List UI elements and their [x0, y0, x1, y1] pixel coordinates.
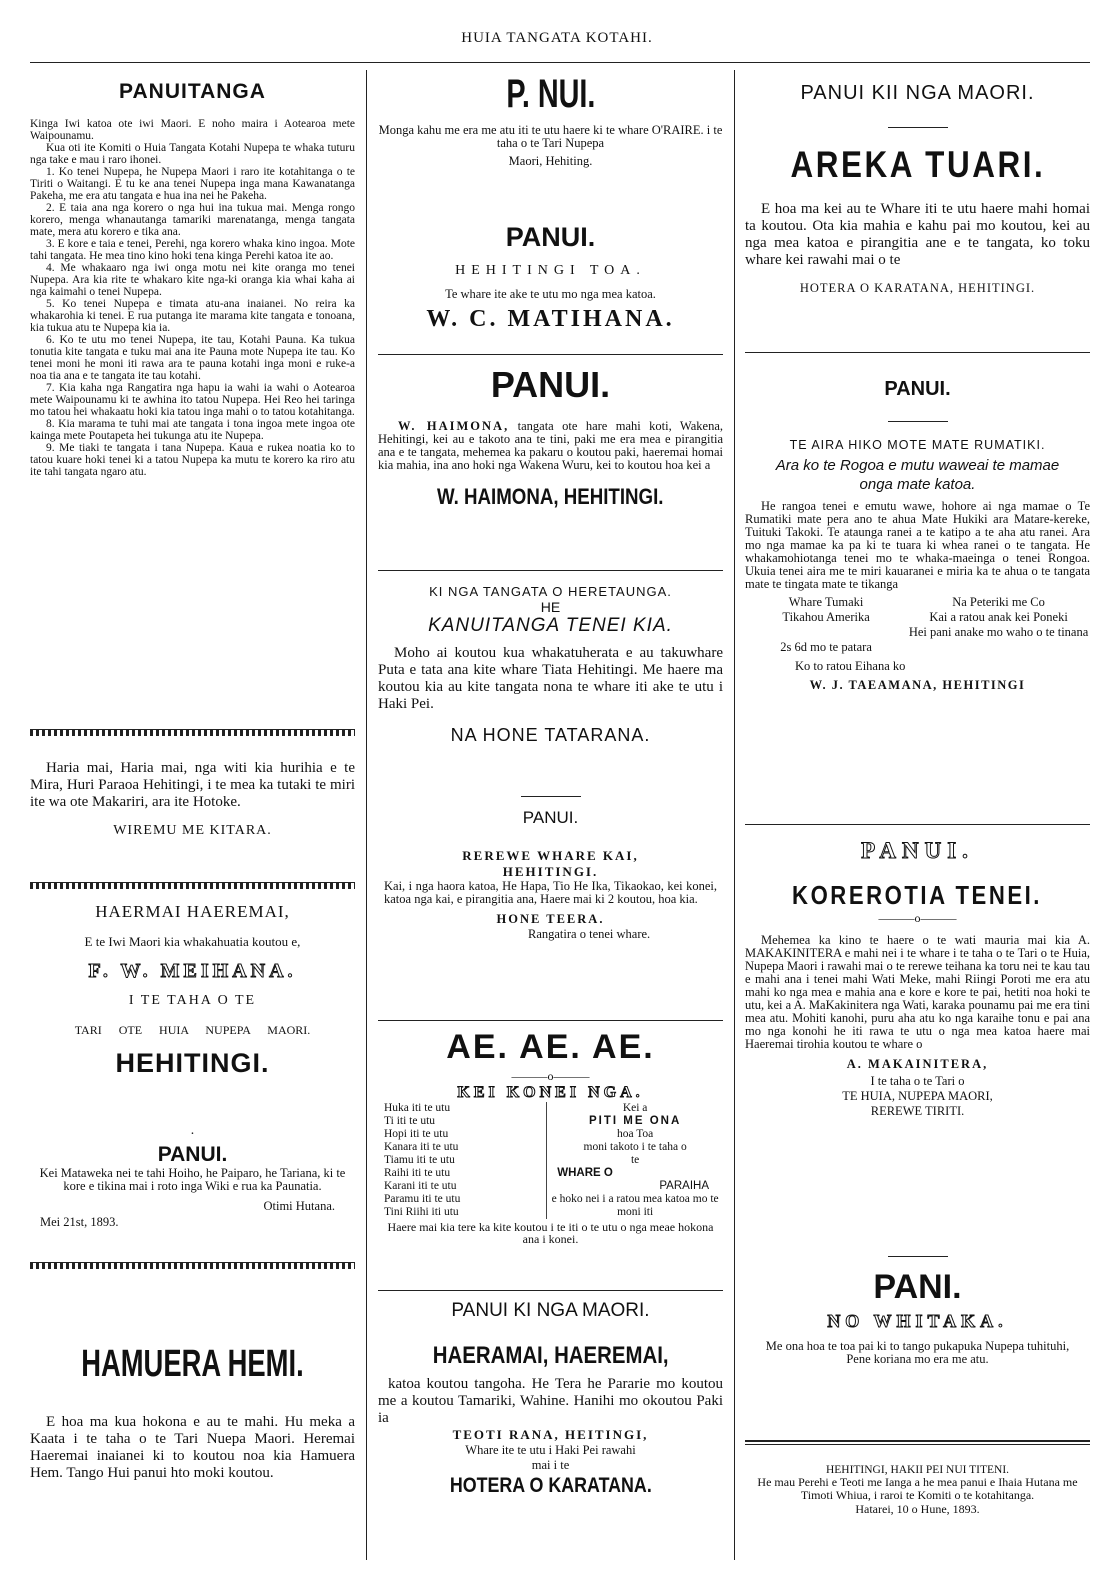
- pnui-text-2: Maori, Hehiting.: [508, 154, 593, 168]
- rumatiki-r3: Hei pani anake mo waho o te tinana: [908, 625, 1089, 639]
- ae-notice: [378, 1028, 723, 1245]
- section-rule: [378, 1020, 723, 1021]
- ae-item: Hopi iti te utu: [384, 1128, 449, 1140]
- short-rule: [888, 421, 948, 422]
- korerotia-text: Mehemea ka kino te haere o te wati mauria mai kia A. MAKAKINITERA e mahi nei i te whare i te taha o te Tari o te Huia, Nupepa Maori i rawahi mai o te rerewe teihana ka toru nei te kau tau e mahi ana i tenei mahi Wati Meke, mahi Riingi Poroti me era atu mahi ko nga mea e mahia ana e kore e kore te pai, hetiti noa hoki te utu, kei a A. MaKakinitera nga Wati, karaka pounamu pai me era tini mea atu. Mohiti kanohi, puru aha atu ko nga karaihe tonu e pai ana mo nga konohi he iti rawa te utu o nga mea katoa haere mai Haeremai tirohia koutou te whare o: [745, 933, 1090, 1051]
- ae-moni: moni takoto i te taha o: [583, 1141, 687, 1153]
- panuitanga-body: [30, 118, 355, 478]
- section-rule: [745, 1444, 1090, 1445]
- haimona-text: [378, 420, 723, 472]
- areka-panui-title: PANUI KII NGA MAORI.: [800, 82, 1035, 104]
- haria-signature: WIREMU ME KITARA.: [113, 823, 272, 838]
- panuitanga-para: 5. Ko tenei Nupepa e timata atu-ana inaianei. No reira ka whakarohia ki tenei. E rua putanga ite marama kite tangata e tonoana, kia tukua atu te Nupepa kia ia.: [30, 298, 355, 334]
- rumatiki-italic: Ara ko te Rogoa e mutu waweai te mamae onga mate katoa.: [775, 457, 1060, 493]
- korerotia-notice: [745, 838, 1090, 1119]
- haimona-notice: [378, 364, 723, 510]
- rerewe-name: HONE TEERA.: [496, 912, 605, 926]
- ae-kei: Kei a: [622, 1102, 648, 1114]
- ae-item: Raihi iti te utu: [384, 1167, 451, 1179]
- rumatiki-table: [745, 595, 1090, 655]
- korerotia-ornament: ———o———: [878, 911, 957, 925]
- section-rule: [378, 1290, 723, 1291]
- ae-paraiha: PARAIHA: [659, 1180, 709, 1192]
- haermai-line: E te Iwi Maori kia whakahuatia koutou e,: [84, 934, 301, 949]
- heretaunga-sub: KANUITANGA TENEI KIA.: [428, 615, 673, 636]
- rumatiki-left: [745, 595, 907, 655]
- panuitanga-para: Kua oti ite Komiti o Huia Tangata Kotahi Nupepa te whaka tuturu nga take e mau i raro ihonei.: [30, 142, 355, 166]
- pani-title: PANI.: [873, 1268, 962, 1306]
- ae-item-list: [378, 1102, 547, 1219]
- hehitingi-toa-name: W. C. MATIHANA.: [426, 306, 675, 332]
- korerotia-loc3: REREWE TIRITI.: [870, 1104, 965, 1118]
- wavy-divider: [30, 729, 355, 736]
- maori-sub: HAERAMAI, HAEREMAI,: [432, 1342, 669, 1369]
- hamuera-notice: [30, 1342, 355, 1482]
- rumatiki-title: PANUI.: [884, 378, 951, 400]
- korerotia-title: PANUI.: [861, 838, 974, 863]
- haimona-body: tangata ote hare mahi koti, Wakena, Hehitingi, kei au e takoto ana te tini, paki me era mea e pirangitia ana e te tangata, mehemea ka pakaru o koutou paki, haeremai homai kia mahia, ina ano hoki nga Wakena Wuru, kei to koutou hoa kei a: [378, 419, 723, 472]
- maori-notice: [378, 1300, 723, 1498]
- rumatiki-agent: Ko to ratou Eihana ko: [795, 659, 906, 673]
- otimi-text: Kei Mataweka nei te tahi Hoiho, he Paiparo, he Tariana, ki te kore e tikina mai i roto inga Wiki e rua ka Paunatia.: [39, 1166, 346, 1193]
- heretaunga-title: KI NGA TANGATA O HERETAUNGA.: [429, 584, 672, 599]
- rerewe-text: Kai, i nga haora katoa, He Hapa, Tio He Ika, Tikaokao, kei konei, katoa nga kai, e pirangitia ana, Haere mai ki 2 koutou, hoa kia.: [384, 879, 717, 906]
- maori-title: PANUI KI NGA MAORI.: [451, 1300, 650, 1321]
- hamuera-text: E hoa ma kua hokona e au te mahi. Hu meka a Kaata i te taha o te Tari Nuepa Maori. Heremai Haeremai inaianei ki to koutou noa kia Hamuera Hem. Tango Hui panui hto moki koutou.: [30, 1414, 355, 1481]
- panuitanga-para: 3. E kore e taia e tenei, Perehi, nga korero whaka kino ingoa. Mote tahi tangata. He mea tino kino hoki tena kinga Perehi katoa ite ao.: [30, 238, 355, 262]
- areka-name: AREKA TUARI.: [790, 144, 1045, 185]
- panuitanga-para: 8. Kia marama te tuhi mai ate tangata i tona ingoa mete ingoa ote kainga mete Poutapeta hei tukunga atu ite Nupepa.: [30, 418, 355, 442]
- section-rule: [745, 352, 1090, 353]
- ae-te: te: [630, 1154, 640, 1166]
- korerotia-loc1: I te taha o te Tari o: [870, 1074, 965, 1088]
- haermai-location: I TE TAHA O TE: [128, 993, 257, 1008]
- header-rule: [30, 62, 1090, 63]
- rerewe-town: HEHITINGI.: [502, 864, 599, 879]
- heretaunga-he: HE: [540, 599, 561, 615]
- ae-ornament: ———o———: [511, 1069, 590, 1083]
- ae-hoa: hoa Toa: [616, 1128, 654, 1140]
- panuitanga-title: PANUITANGA: [119, 80, 266, 103]
- haria-notice: [30, 760, 355, 839]
- rumatiki-r1: Na Peteriki me Co: [952, 595, 1045, 609]
- ae-shop-name: PITI ME ONA: [588, 1115, 682, 1127]
- rerewe-role: Rangatira o tenei whare.: [528, 927, 651, 941]
- haermai-name: F. W. MEIHANA.: [88, 960, 297, 982]
- heretaunga-notice: [378, 584, 723, 746]
- otimi-footer: [30, 1199, 355, 1229]
- panuitanga-para: 7. Kia kaha nga Rangatira nga hapu ia wahi ia wahi o Aotearoa mete Waipounamu ki te awhina ito tatou Nupepa. Hei Reo hei taringa mo tatou hei whakaatu hoki kia tatou inga mahi o to tatou kotahitanga.: [30, 382, 355, 418]
- otimi-date: Mei 21st, 1893.: [40, 1215, 119, 1229]
- pani-notice: [745, 1268, 1090, 1366]
- maori-address-2: mai i te: [531, 1458, 570, 1472]
- hehitingi-toa-notice: [378, 222, 723, 333]
- korerotia-loc2: TE HUIA, NUPEPA MAORI,: [842, 1089, 993, 1103]
- rumatiki-l3: 2s 6d mo te patara: [780, 640, 872, 654]
- short-rule: [888, 1256, 948, 1257]
- ae-whare: WHARE O: [557, 1167, 613, 1179]
- column-1: [30, 72, 355, 1570]
- column-divider: [366, 70, 367, 1560]
- hamuera-title: HAMUERA HEMI.: [81, 1343, 304, 1385]
- haermai-title: HAERMAI HAEREMAI,: [95, 902, 290, 921]
- panuitanga-para: 4. Me whakaaro nga iwi onga motu nei kite oranga mo tenei Nupepa. Ara kia rite te whakaro kite nga-ki oranga kia whai kaha ai nga kaimahi o tenei Nupepa.: [30, 262, 355, 298]
- ae-items: [378, 1102, 723, 1219]
- imprint: [745, 1464, 1090, 1517]
- ae-footer: Haere mai kia tere ka kite koutou i te iti o te utu o nga meae hokona ana i konei.: [387, 1220, 714, 1246]
- maori-text: katoa koutou tangoha. He Tera he Pararie mo koutou me a koutou Tamariki, Wahine. Hanihi mo okoutou Paki ia: [378, 1376, 723, 1426]
- panuitanga-para: 9. Me tiaki te tangata i tana Nupepa. Kaua e rukea noatia ko to tatou kuare hoki tenei ki a tatou Nupepa ka mutu te korero ka riro atu ite tahi tangata ngaro atu.: [30, 442, 355, 478]
- section-rule: [378, 354, 723, 355]
- areka-hotel: HOTERA O KARATANA, HEHITINGI.: [799, 281, 1036, 295]
- ae-item: Kanara iti te utu: [384, 1141, 459, 1153]
- heretaunga-text: Moho ai koutou kua whakatuherata e au takuwhare Puta e tata ana kite whare Tiata Hehitingi. Me haere ma koutou kia au kite tangata nona te whare iti ake te utu i Haki Pei.: [378, 645, 723, 712]
- panuitanga-para: 1. Ko tenei Nupepa, he Nupepa Maori i raro ite kotahitanga o te Tiriti o Waitangi. E tu ke ana tenei Nupepa inga mana Kawanatanga Pakeha, me era atu tangata e hua ina nei he Pakeha.: [30, 166, 355, 202]
- haimona-lead: W. HAIMONA,: [398, 419, 510, 433]
- column-3: [745, 72, 1090, 1570]
- areka-notice: [745, 82, 1090, 296]
- ae-item: Tini Riihi iti utu: [384, 1206, 459, 1218]
- ae-title: AE. AE. AE.: [446, 1028, 655, 1066]
- otimi-signature: Otimi Hutana.: [263, 1199, 335, 1213]
- haimona-title: PANUI.: [490, 364, 611, 405]
- haermai-notice: [30, 902, 355, 1079]
- rumatiki-notice: [745, 378, 1090, 693]
- imprint-text: He mau Perehi e Teoti me Ianga a he mea panui e Ihaia Hutana me Timoti Whiua, i raroi te Komiti o te kotahitanga.: [757, 1475, 1078, 1502]
- pnui-text: Monga kahu me era me atu iti te utu haere ki te whare O'RAIRE. i te taha o te Tari Nupepa: [378, 123, 723, 150]
- imprint-heading: HEHITINGI, HAKII PEI NUI TITENI.: [825, 1464, 1010, 1476]
- short-rule: [888, 127, 948, 128]
- areka-text: E hoa ma kei au te Whare iti te utu haere mahi homai ta koutou. Ota kia mahia e kahu pai mo koutou, kei au nga mea katoa e pirangitia ane e te tangata, ko toku whare kei rawahi mai o te: [745, 201, 1090, 268]
- rerewe-heading: REREWE WHARE KAI,: [462, 848, 639, 863]
- pnui-notice: [378, 72, 723, 169]
- page-header: HUIA TANGATA KOTAHI.: [461, 30, 653, 46]
- maori-name: TEOTI RANA, HEITINGI,: [452, 1427, 649, 1442]
- rumatiki-r2: Kai a ratou anak kei Poneki: [929, 610, 1068, 624]
- ae-item: Tiamu iti te utu: [384, 1154, 455, 1166]
- pani-text: Me ona hoa te toa pai ki to tango pukapuka Nupepa tuhituhi, Pene koriana mo era me atu.: [765, 1339, 1070, 1366]
- rumatiki-right: [907, 595, 1090, 655]
- ae-right: [547, 1102, 723, 1219]
- column-2: [378, 72, 723, 1570]
- rumatiki-l1: Whare Tumaki: [788, 595, 864, 609]
- panuitanga-para: 2. E taia ana nga korero o nga hui ina tukua mai. Menga rongo korero, menga whanautanga tamariki marenatanga, menga tangata mate, mera atu korero e tika ana.: [30, 202, 355, 238]
- panuitanga-para: 6. Ko te utu mo tenei Nupepa, ite tau, Kotahi Pauna. Ka tukua tonutia kite tangata e tuku mai ana ite Pauna mote Nupepa ite tau. Ko tenei moni he moni iti rawa ara te pauna kotahi inga moni e ruke-a noa tia ana e te tangata ite tau kotahi.: [30, 334, 355, 382]
- maori-hotel: HOTERA O KARATANA.: [449, 1474, 652, 1497]
- hehitingi-toa-sub: HEHITINGI TOA.: [455, 263, 646, 278]
- maori-address: Whare ite te utu i Haki Pei rawahi: [465, 1443, 636, 1457]
- rumatiki-l2: Tikahou Amerika: [782, 610, 870, 624]
- korerotia-sub: KOREROTIA TENEI.: [792, 880, 1043, 910]
- rerewe-notice: [378, 808, 723, 942]
- panuitanga-notice: [30, 80, 355, 478]
- rumatiki-name: W. J. TAEAMANA, HEHITINGI: [809, 678, 1026, 692]
- haria-text: Haria mai, Haria mai, nga witi kia hurihia e te Mira, Huri Paraoa Hehitingi, i te mea ka tutaki te miri ite wa ote Makariri, ara ite Hotoke.: [30, 760, 355, 810]
- rerewe-title: PANUI.: [522, 808, 579, 827]
- otimi-title: PANUI.: [157, 1143, 228, 1166]
- short-rule: [521, 796, 581, 797]
- ae-item: Ti iti te utu: [384, 1115, 436, 1127]
- hehitingi-toa-title: PANUI.: [505, 222, 596, 252]
- haimona-name: W. HAIMONA, HEHITINGI.: [437, 484, 664, 509]
- ae-hoko: e hoko nei i a ratou mea katoa mo te moni iti: [551, 1193, 719, 1218]
- section-rule: [745, 1440, 1090, 1442]
- ae-item: Huka iti te utu: [384, 1102, 451, 1114]
- section-rule: [378, 570, 723, 571]
- hehitingi-toa-text: Te whare ite ake te utu mo nga mea katoa.: [445, 287, 656, 301]
- wavy-divider: [30, 882, 355, 889]
- haermai-office: TARI OTE HUIA NUPEPA MAORI.: [74, 1023, 311, 1037]
- section-rule: [745, 824, 1090, 825]
- pnui-title: P. NUI.: [505, 72, 596, 116]
- korerotia-name: A. MAKAINITERA,: [846, 1057, 989, 1071]
- pani-sub: NO WHITAKA.: [827, 1311, 1008, 1331]
- rumatiki-sub: TE AIRA HIKO MOTE MATE RUMATIKI.: [789, 438, 1046, 452]
- rumatiki-text: He rangoa tenei e emutu wawe, hohore ai nga mamae o Te Rumatiki mate pera ano te ahua Mate Hukiki ara Matare-kereke, Tuituki Takoki. Te ataunga ranei a te katipo a te aha atu ranei. Ara mo nga mamae ka pa ki te tuara ki whea ranei o te tangata. He whakamohiotanga tenei mo te whaka-maeinga o tenei Rongoa. Ukuia tenei aira me te miri kauaranei e miria ka te ahua o te tangata mate te tingata mate te tikanga: [745, 499, 1090, 591]
- haermai-town: HEHITINGI.: [115, 1048, 270, 1078]
- ae-item: Paramu iti te utu: [384, 1193, 461, 1205]
- imprint-date: Hatarei, 10 o Hune, 1893.: [855, 1502, 980, 1516]
- panuitanga-para: Kinga Iwi katoa ote iwi Maori. E noho maira i Aotearoa mete Waipounamu.: [30, 118, 355, 142]
- ae-item: Karani iti te utu: [384, 1180, 457, 1192]
- column-divider: [734, 70, 735, 1560]
- wavy-divider: [30, 1262, 355, 1269]
- ae-sub: KEI KONEI NGA.: [457, 1084, 644, 1101]
- heretaunga-signature: NA HONE TATARANA.: [450, 725, 651, 745]
- otimi-notice: · PANUI. Kei Mataweka nei te tahi Hoiho, he Paiparo, he Tariana, ki te kore e tikina mai i roto inga Wiki e rua ka Paunatia. Otimi Hutana. Mei 21st, 1893.: [30, 1127, 355, 1229]
